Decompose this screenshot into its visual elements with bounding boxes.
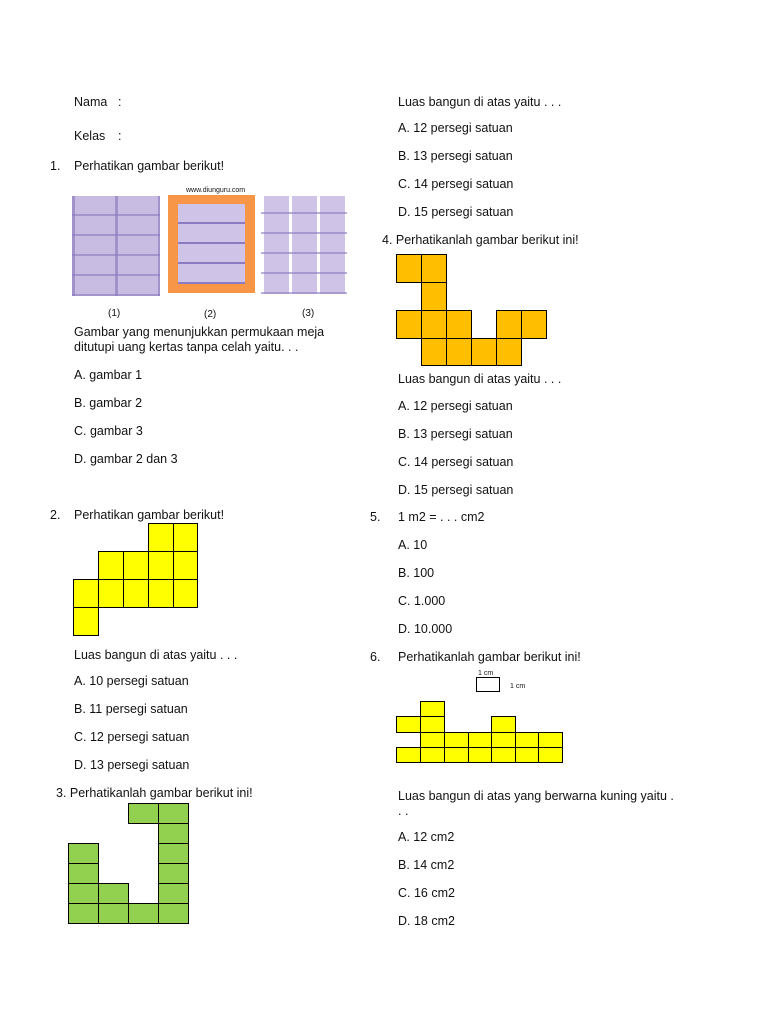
banknote-picture-2 — [168, 195, 255, 293]
q4-option-a: A. 12 persegi satuan — [398, 399, 513, 413]
q6-unit-square — [476, 677, 500, 692]
q3-option-c: C. 14 persegi satuan — [398, 177, 514, 191]
q4-option-c: C. 14 persegi satuan — [398, 455, 514, 469]
q6-yellow-shape — [396, 701, 563, 763]
q1-pic-label-1: (1) — [108, 308, 121, 319]
q5-option-d: D. 10.000 — [398, 622, 453, 636]
q5-option-a: A. 10 — [398, 538, 428, 552]
q6-option-b: B. 14 cm2 — [398, 858, 455, 872]
q4-question: Luas bangun di atas yaitu . . . — [398, 372, 562, 386]
q1-prompt: Perhatikan gambar berikut! — [74, 159, 225, 173]
q5-prompt: 1 m2 = . . . cm2 — [398, 510, 485, 524]
q6-option-c: C. 16 cm2 — [398, 886, 455, 900]
q1-pic-label-3: (3) — [302, 308, 315, 319]
q3-green-shape — [68, 803, 190, 924]
q2-option-a: A. 10 persegi satuan — [74, 674, 189, 688]
q3-option-a: A. 12 persegi satuan — [398, 121, 513, 135]
q5-number: 5. — [370, 510, 381, 524]
q6-unit-top: 1 cm — [478, 670, 494, 677]
q4-option-b: B. 13 persegi satuan — [398, 427, 513, 441]
q6-option-a: A. 12 cm2 — [398, 830, 455, 844]
name-colon: : — [118, 95, 122, 109]
q3-option-d: D. 15 persegi satuan — [398, 205, 514, 219]
q2-question: Luas bangun di atas yaitu . . . — [74, 648, 238, 662]
banknote-picture-3 — [261, 196, 347, 294]
q2-number: 2. — [50, 508, 61, 522]
q1-watermark: www.diunguru.com — [186, 187, 246, 194]
q4-orange-shape — [396, 254, 547, 366]
q1-option-a: A. gambar 1 — [74, 368, 143, 382]
q3-prompt: 3. Perhatikanlah gambar berikut ini! — [56, 786, 253, 800]
q1-question: Gambar yang menunjukkan permukaan meja ditutupi uang kertas tanpa celah yaitu. . . — [74, 325, 325, 354]
q2-option-c: C. 12 persegi satuan — [74, 730, 190, 744]
q2-option-d: D. 13 persegi satuan — [74, 758, 190, 772]
q6-prompt: Perhatikanlah gambar berikut ini! — [398, 650, 581, 664]
q6-number: 6. — [370, 650, 381, 664]
q6-question-line2: . . — [398, 804, 409, 818]
q3-question: Luas bangun di atas yaitu . . . — [398, 95, 562, 109]
q1-number: 1. — [50, 159, 61, 173]
q1-option-d: D. gambar 2 dan 3 — [74, 452, 178, 466]
class-colon: : — [118, 129, 122, 143]
q1-pic-label-2: (2) — [204, 309, 217, 320]
q2-option-b: B. 11 persegi satuan — [74, 702, 188, 716]
q1-option-b: B. gambar 2 — [74, 396, 143, 410]
q2-prompt: Perhatikan gambar berikut! — [74, 508, 225, 522]
banknote-picture-1 — [72, 196, 160, 296]
q4-prompt: 4. Perhatikanlah gambar berikut ini! — [382, 233, 579, 247]
q5-option-c: C. 1.000 — [398, 594, 446, 608]
name-label: Nama — [74, 95, 108, 109]
q5-option-b: B. 100 — [398, 566, 435, 580]
q2-yellow-shape — [73, 523, 198, 636]
q6-option-d: D. 18 cm2 — [398, 914, 455, 928]
q4-option-d: D. 15 persegi satuan — [398, 483, 514, 497]
q3-option-b: B. 13 persegi satuan — [398, 149, 513, 163]
q6-question-line1: Luas bangun di atas yang berwarna kuning yaitu . — [398, 789, 674, 803]
class-label: Kelas — [74, 129, 106, 143]
q6-unit-side: 1 cm — [510, 683, 526, 690]
q1-option-c: C. gambar 3 — [74, 424, 143, 438]
